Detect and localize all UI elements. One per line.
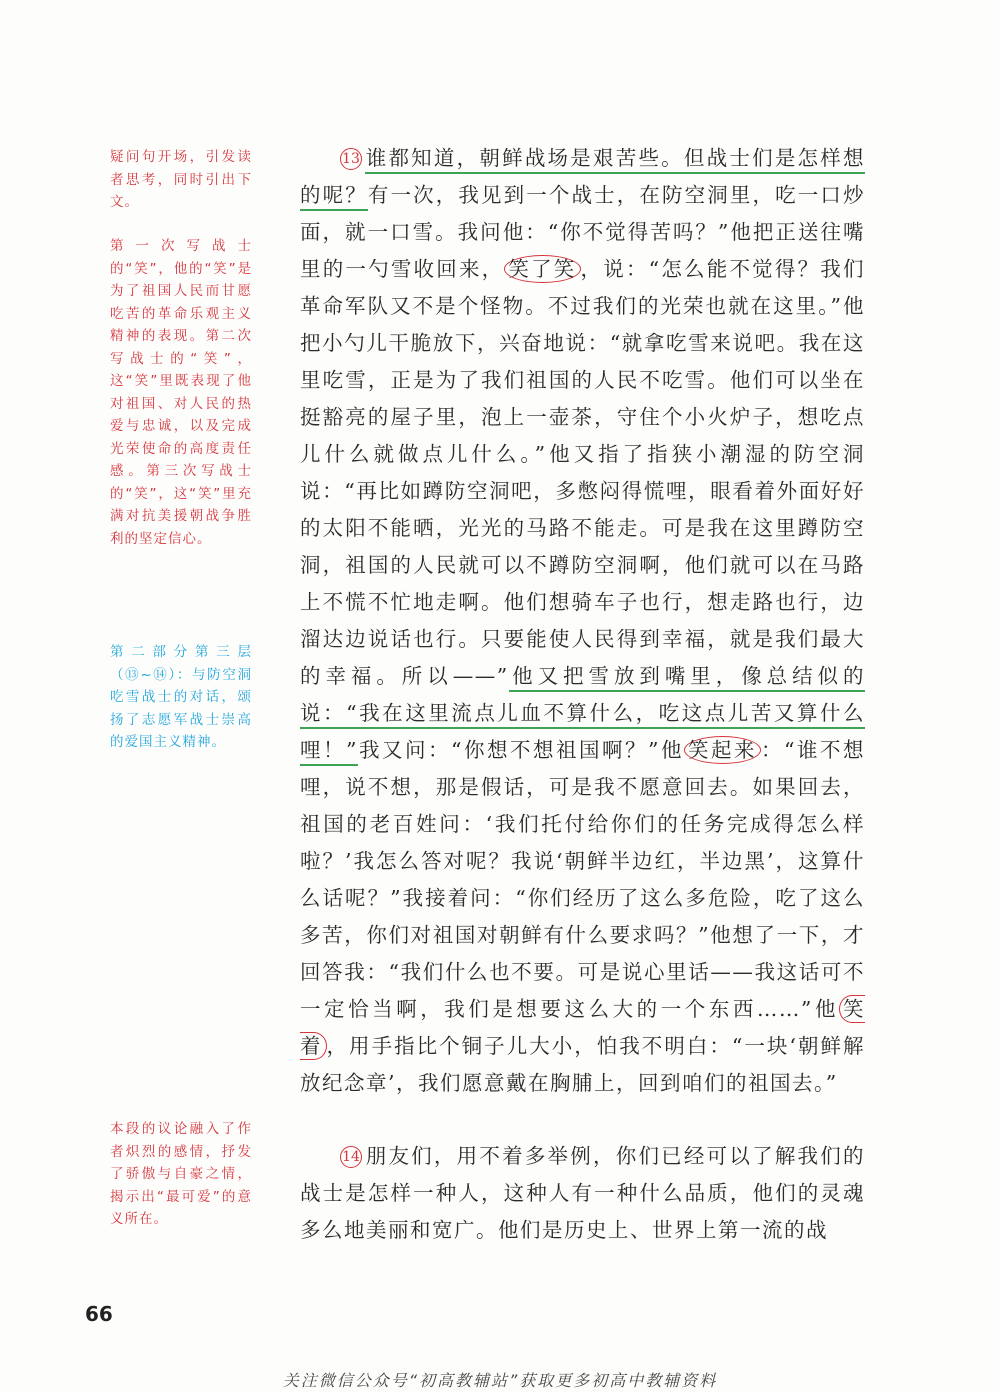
- margin-note-three-smiles: 第一次写战士的“笑”，他的“笑”是为了祖国人民而甘愿吃苦的革命乐观主义精神的表现。第二次写战士的“笑”，这“笑”里既表现了他对祖国、对人民的热爱与忠诚，以及完成光荣使命的高度责任感。第三次写战士的“笑”，这“笑”里充满对抗美援朝战争胜利的坚定信心。: [110, 238, 252, 547]
- paragraph-13: [300, 140, 865, 1102]
- paragraph-number-13: 13: [340, 148, 362, 170]
- underlined-summary: 他又把雪放到嘴里，像总结似的说：“我在这里流点儿血不算什么，吃这点儿苦又算什么哩！”: [300, 664, 865, 766]
- paragraph-text: 朋友们，用不着多举例，你们已经可以了解我们的战士是怎样一种人，这种人有一种什么品质，他们的灵魂多么地美丽和宽广。他们是历史上、世界上第一流的战: [300, 1144, 865, 1242]
- footer-watermark-text: 关注微信公众号“初高教辅站”获取更多初高中教辅资料: [282, 1371, 718, 1390]
- paragraph-number-14: 14: [340, 1146, 362, 1168]
- paragraph-text: ：“谁不想哩，说不想，那是假话，可是我不愿意回去。如果回去，祖国的老百姓问：‘我们托付给你们的任务完成得怎么样啦？’我怎么答对呢？我说‘朝鲜半边红，半边黑’，这算什么话呢？”我接着问：“你们经历了这么多危险，吃了这么多苦，你们对祖国对朝鲜有什么要求吗？”他想了一下，才回答我：“我们什么也不要。可是说心里话——我这话可不一定恰当啊，我们是想要这么大的一个东西……”他: [300, 738, 866, 1021]
- margin-note-paragraph-14: 本段的议论融入了作者炽烈的感情，抒发了骄傲与自豪之情，揭示出“最可爱”的意义所在。: [110, 1121, 252, 1227]
- paragraph-text: 有一次，我见到一个战士，在防空洞里，吃一口炒面，就一口雪。我问他：“你不觉得苦吗？”他把正送往嘴里的一勺雪收回来，: [300, 183, 865, 281]
- circled-word-smile-2: 笑起来: [684, 736, 761, 764]
- circled-word-smile-3: 笑着: [300, 997, 865, 1058]
- page-number: 66: [85, 1302, 113, 1326]
- margin-note-section-summary: 第二部分第三层（⑬~⑭）：与防空洞吃雪战士的对话，颂扬了志愿军战士崇高的爱国主义精神。: [110, 644, 252, 750]
- paragraph-14: [300, 1138, 865, 1249]
- paragraph-text: 我又问：“你想不想祖国啊？”他: [358, 738, 684, 762]
- paragraph-text: ，说：“怎么能不觉得？我们革命军队又不是个怪物。不过我们的光荣也就在这里。”他把小勺儿干脆放下，兴奋地说：“就拿吃雪来说吧。我在这里吃雪，正是为了我们祖国的人民不吃雪。他们可以坐在挺豁亮的屋子里，泡上一壶茶，守住个小火炉子，想吃点儿什么就做点儿什么。”他又指了指狭小潮湿的防空洞说：“再比如蹲防空洞吧，多憋闷得慌哩，眼看着外面好好的太阳不能晒，光光的马路不能走。可是我在这里蹲防空洞，祖国的人民就可以不蹲防空洞啊，他们就可以在马路上不慌不忙地走啊。他们想骑车子也行，想走路也行，边溜达边说话也行。只要能使人民得到幸福，就是我们最大的幸福。所以——”: [300, 257, 866, 688]
- underlined-question: 谁都知道，朝鲜战场是艰苦些。但战士们是怎样想的呢？: [300, 146, 865, 211]
- paragraph-text: ，用手指比个铜子儿大小，怕我不明白：“一块‘朝鲜解放纪念章’，我们愿意戴在胸脯上，回到咱们的祖国去。”: [300, 1034, 866, 1095]
- circled-word-smile-1: 笑了笑: [504, 255, 580, 283]
- margin-note-question-opening: 疑问句开场，引发读者思考，同时引出下文。: [110, 149, 252, 210]
